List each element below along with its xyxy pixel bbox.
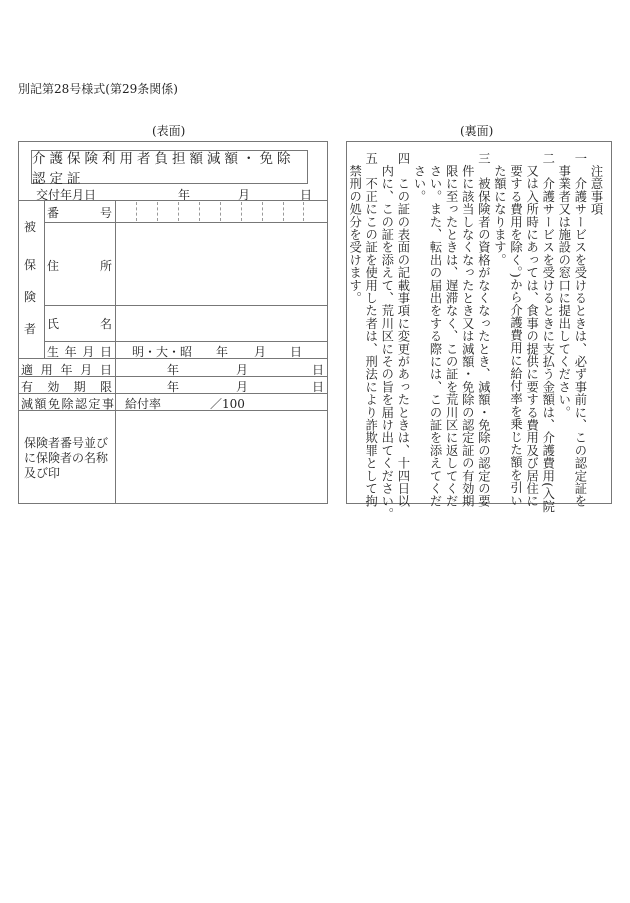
note-line: 件に該当しなくなったとき又は減額・免除の認定証の有効期 bbox=[460, 152, 475, 508]
valid-day: 日 bbox=[312, 380, 325, 394]
note-line: 限に至ったときは、遅滞なく、この証を荒川区に返してくだ bbox=[444, 152, 459, 508]
number-label: 番 号 bbox=[47, 206, 112, 220]
reduction-label: 減額免除認定事 bbox=[21, 397, 116, 411]
benefit-rate-label: 給付率 bbox=[125, 397, 162, 411]
birth-year: 年 bbox=[216, 345, 229, 359]
note-line: 又は入所時にあっては、食事の提供に要する費用及び居住に bbox=[524, 152, 539, 508]
insured-label-char: 被 bbox=[24, 220, 37, 234]
note-line: 三 被保険者の資格がなくなったとき、減額・免除の認定の要 bbox=[476, 152, 491, 508]
era-options: 明・大・昭 bbox=[132, 345, 193, 359]
note-line: 一 介護サービスを受けるときは、必ず事前に、この認定証を bbox=[572, 152, 587, 508]
note-line: 内に、この証を添えて、荒川区にその旨を届け出てください。 bbox=[379, 152, 394, 521]
issue-month: 月 bbox=[238, 188, 251, 202]
note-line: 五 不正にこの証を使用した者は、刑法により詐欺罪として拘 bbox=[363, 152, 378, 508]
applied-day: 日 bbox=[312, 363, 325, 377]
note-line: 注意事項 bbox=[589, 152, 603, 216]
insured-label-char: 保 bbox=[24, 258, 37, 272]
note-line: た額になります。 bbox=[492, 152, 507, 267]
valid-year: 年 bbox=[167, 380, 180, 394]
insured-label-char: 者 bbox=[24, 322, 37, 336]
applied-year: 年 bbox=[167, 363, 180, 377]
note-line: 事業者又は施設の窓口に提出してください。 bbox=[556, 152, 571, 419]
applied-month: 月 bbox=[236, 363, 249, 377]
certificate-title: 介護保険利用者負担額減額・免除認定証 bbox=[31, 150, 308, 184]
birth-day: 日 bbox=[290, 345, 303, 359]
insurer-label: 保険者番号並び に保険者の名称 及び印 bbox=[24, 436, 109, 480]
issue-year: 年 bbox=[178, 188, 191, 202]
benefit-rate-value: ／100 bbox=[210, 397, 245, 411]
birth-date-label: 生 年 月 日 bbox=[47, 345, 112, 359]
note-line: 要する費用を除く。)から介護費用に給付率を乗じた額を引い bbox=[508, 152, 523, 507]
valid-period-label: 有 効 期 限 bbox=[21, 380, 112, 394]
note-line: 禁刑の処分を受けます。 bbox=[347, 152, 362, 305]
issue-day: 日 bbox=[300, 188, 313, 202]
insured-label-char: 険 bbox=[24, 290, 37, 304]
notes-text bbox=[347, 152, 604, 521]
issue-date-label: 交付年月日 bbox=[36, 188, 97, 202]
note-line: 四 この証の表面の記載事項に変更があったときは、十四日以 bbox=[395, 152, 410, 508]
address-label: 住 所 bbox=[47, 259, 112, 273]
note-line: さい。 bbox=[411, 152, 426, 203]
applied-date-label: 適 用 年 月 日 bbox=[21, 363, 112, 377]
valid-month: 月 bbox=[236, 380, 249, 394]
note-line: 二 介護サービスを受けるときに支払う金額は、介護費用(入院 bbox=[540, 152, 555, 513]
back-side-label: (裏面) bbox=[460, 124, 494, 138]
form-number: 別記第28号様式(第29条関係) bbox=[18, 82, 178, 96]
front-side-label: (表面) bbox=[152, 124, 186, 138]
name-label: 氏 名 bbox=[47, 317, 112, 331]
birth-month: 月 bbox=[254, 345, 267, 359]
note-line: さい。また、転出の届出をする際には、この証を添えてくだ bbox=[428, 152, 443, 508]
